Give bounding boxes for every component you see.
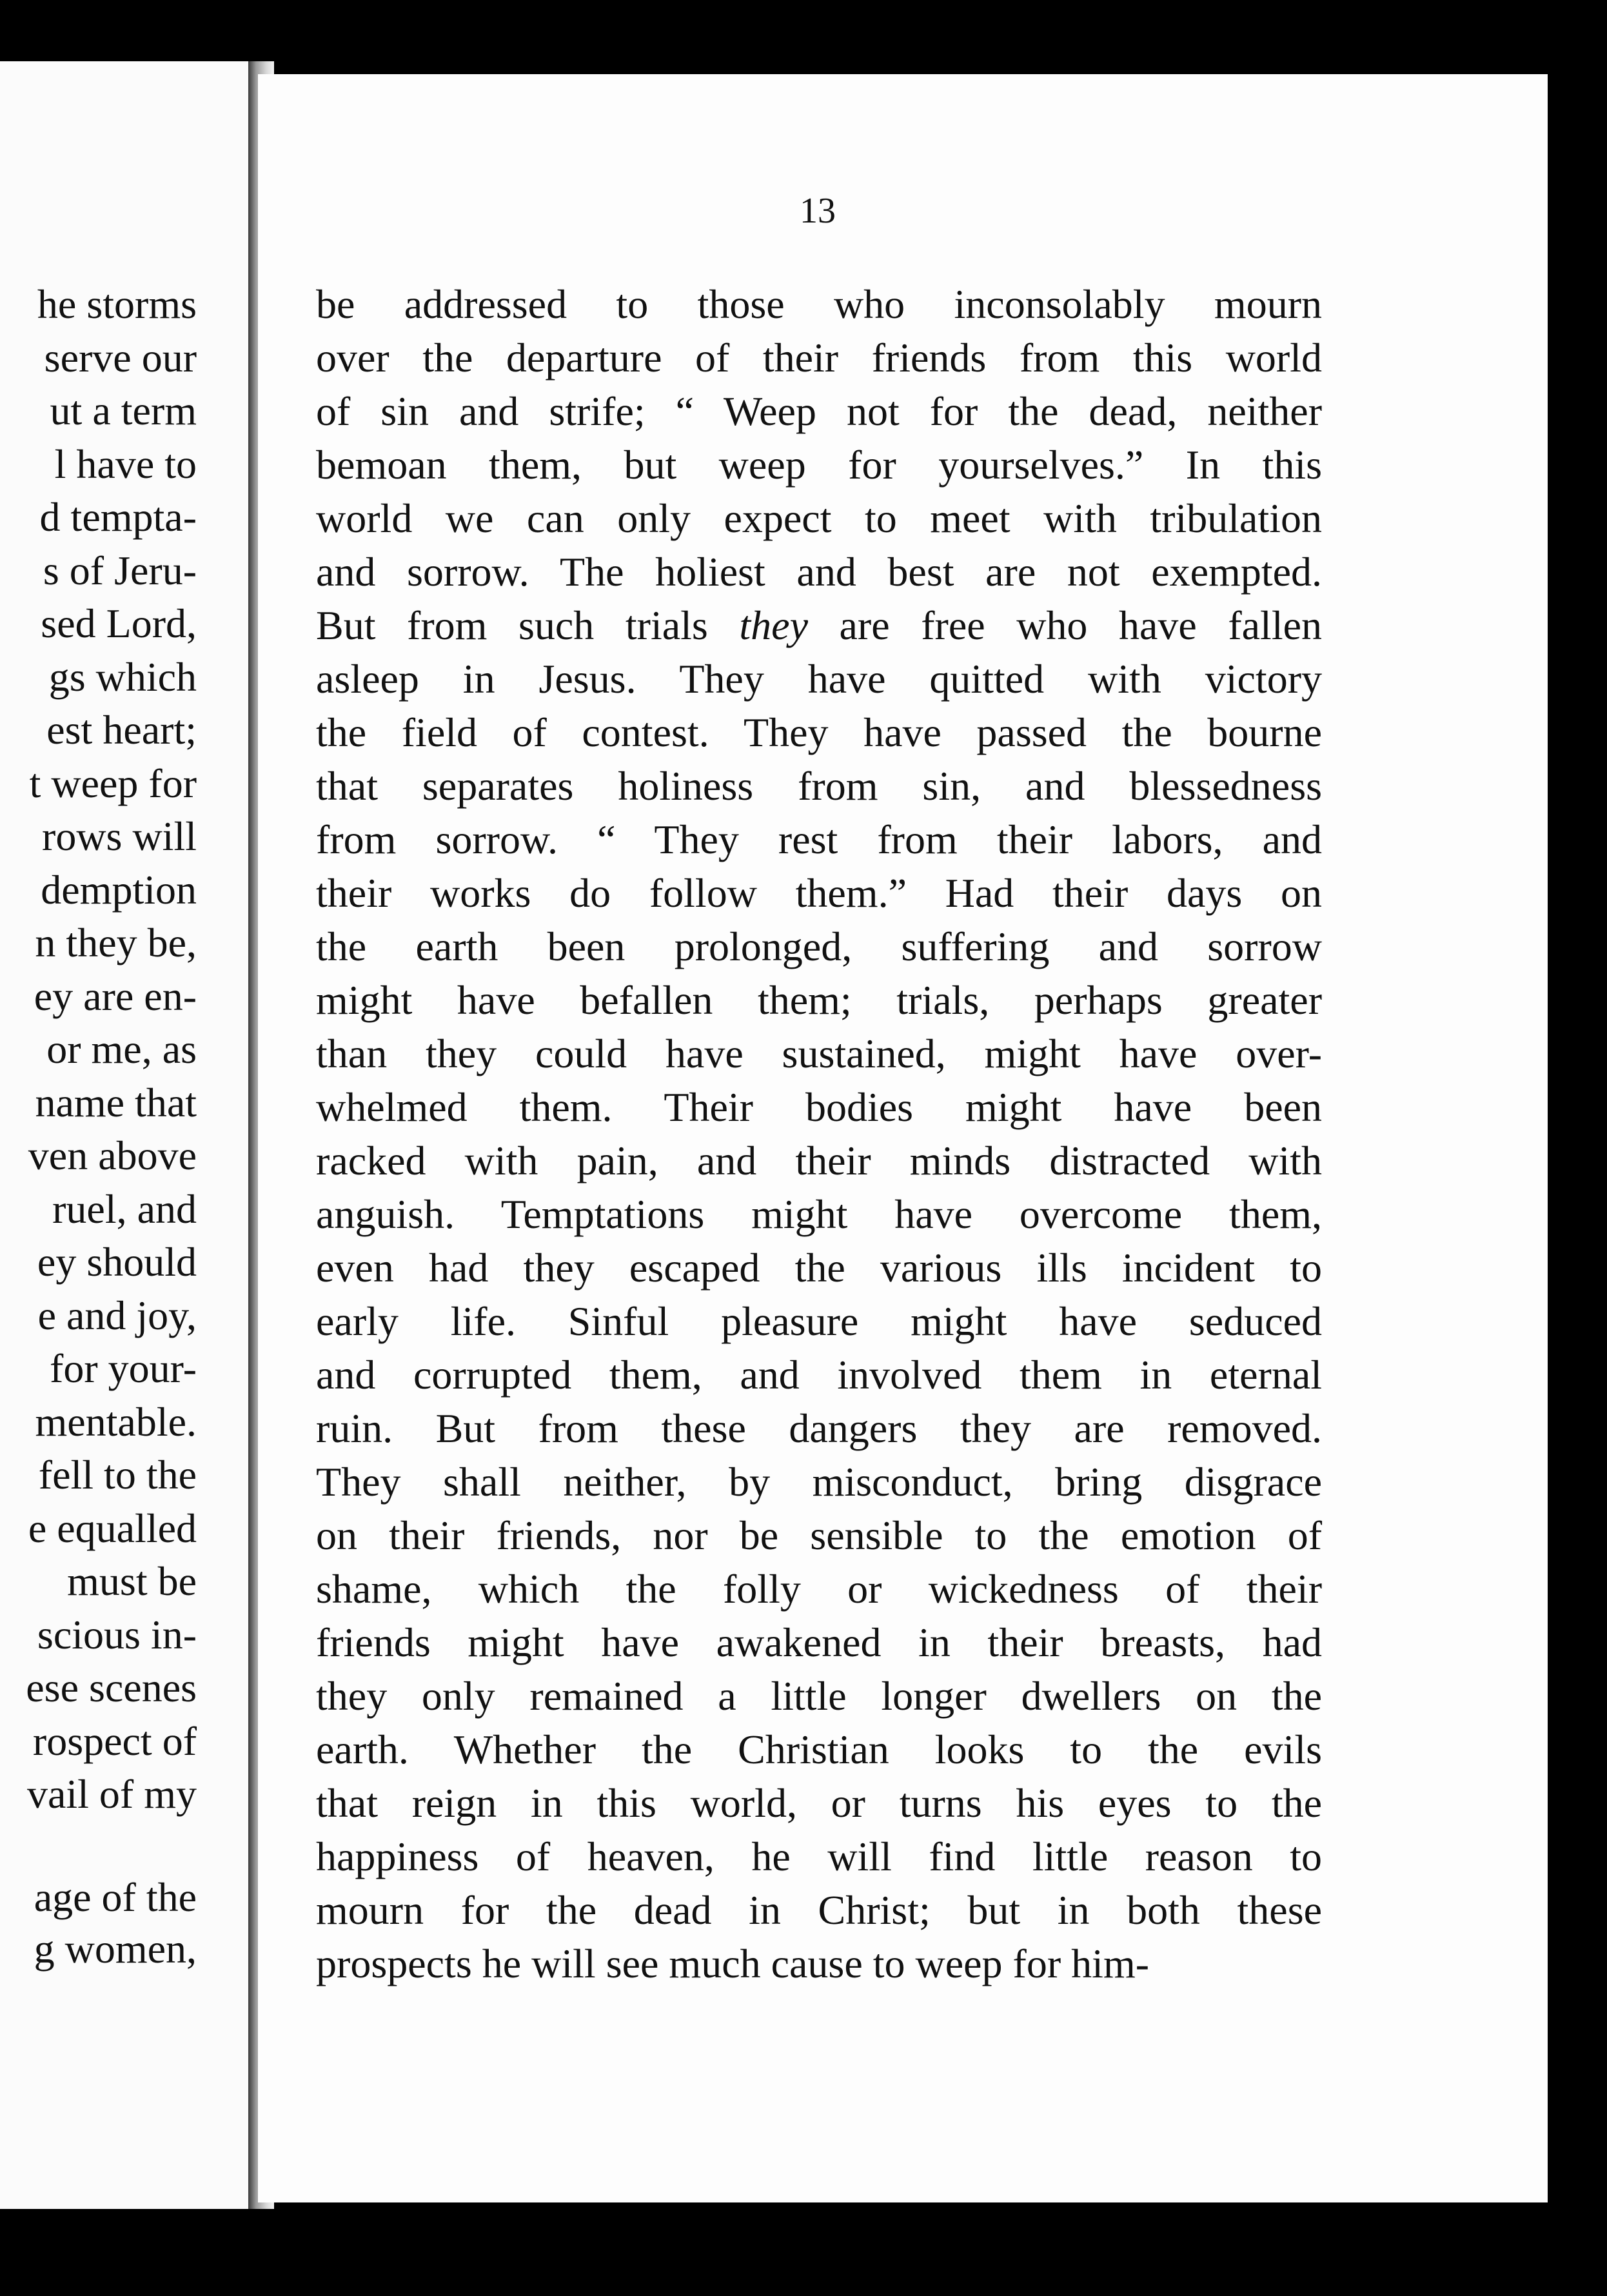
left-page-line: ven above [28, 1133, 197, 1178]
left-page-line: name that [35, 1079, 197, 1125]
left-page-line: vail of my [26, 1771, 197, 1817]
left-page-line: est heart; [46, 707, 197, 753]
right-page-line: ruin. But from these dangers they are removed. [316, 1405, 1322, 1451]
left-page-line: rows will [42, 813, 197, 859]
left-page-line: ey are en- [34, 973, 197, 1019]
left-page-line: d tempta- [39, 494, 197, 540]
right-page-line: world we can only expect to meet with tribulation [316, 495, 1322, 541]
left-page-line: t weep for [29, 760, 197, 806]
left-page-line: demption [41, 866, 197, 913]
right-page-line: They shall neither, by misconduct, bring disgrace [316, 1459, 1322, 1505]
left-page-line: ruel, and [52, 1185, 197, 1232]
left-page-line: g women, [34, 1926, 197, 1972]
right-page-line: of sin and strife; “ Weep not for the dead, neither [316, 388, 1322, 434]
right-page-line: asleep in Jesus. They have quitted with victory [316, 656, 1322, 702]
left-page-line: mentable. [35, 1398, 197, 1445]
left-page-line: sed Lord, [41, 600, 197, 646]
right-page-line: whelmed them. Their bodies might have been [316, 1084, 1322, 1130]
right-page-line: might have befallen them; trials, perhaps greater [316, 977, 1322, 1023]
right-page-line: on their friends, nor be sensible to the emotion of [316, 1512, 1322, 1558]
left-page-line: s of Jeru- [43, 547, 197, 593]
left-page-line: he storms [37, 281, 197, 327]
left-page-line: scious in- [37, 1611, 197, 1658]
right-page-line: and corrupted them, and involved them in eternal [316, 1352, 1322, 1398]
left-page-line: ese scenes [26, 1665, 197, 1710]
left-page-line: rospect of [32, 1717, 197, 1764]
right-page-line: that separates holiness from sin, and blessedness [316, 763, 1322, 809]
left-page-line: n they be, [35, 920, 197, 965]
right-page-line: they only remained a little longer dwellers on the [316, 1673, 1322, 1719]
right-page-line: than they could have sustained, might have over- [316, 1031, 1322, 1076]
left-page-line: e and joy, [37, 1292, 197, 1338]
right-page-line: that reign in this world, or turns his eyes to the [316, 1780, 1322, 1826]
right-page-line: anguish. Temptations might have overcome them, [316, 1191, 1322, 1237]
right-page-line: earth. Whether the Christian looks to the evils [316, 1727, 1322, 1772]
right-page-line: mourn for the dead in Christ; but in both these [316, 1887, 1322, 1933]
right-page-line: over the departure of their friends from this world [316, 335, 1322, 381]
left-page-line: ut a term [50, 388, 197, 433]
right-page-line: be addressed to those who inconsolably mourn [316, 281, 1322, 327]
left-page-line: ey should [37, 1239, 197, 1285]
left-page-line: or me, as [46, 1026, 197, 1072]
right-page-line: and sorrow. The holiest and best are not exempted. [316, 549, 1322, 595]
right-page-line: racked with pain, and their minds distracted with [316, 1138, 1322, 1183]
right-page-line: the field of contest. They have passed the bourne [316, 709, 1322, 755]
right-page-line: prospects he will see much cause to weep for him- [316, 1941, 1150, 1986]
left-page-line: must be [67, 1558, 197, 1604]
right-page-line: even had they escaped the various ills incident to [316, 1245, 1322, 1291]
right-page-line: friends might have awakened in their breasts, had [316, 1619, 1322, 1665]
left-page-line: l have to [54, 440, 197, 487]
left-page-line: e equalled [28, 1505, 197, 1551]
left-page-line: age of the [34, 1874, 197, 1920]
right-page-line: happiness of heaven, he will find little reason to [316, 1834, 1322, 1879]
left-page-line: serve our [44, 334, 197, 381]
page-number: 13 [800, 191, 836, 231]
right-page-line: from sorrow. “ They rest from their labors, and [316, 816, 1322, 862]
left-page-line: gs which [48, 653, 197, 700]
left-page-line: fell to the [38, 1452, 197, 1498]
right-page-line: bemoan them, but weep for yourselves.” In this [316, 442, 1322, 488]
right-page-line: shame, which the folly or wickedness of their [316, 1566, 1322, 1612]
right-page-line: their works do follow them.” Had their days on [316, 870, 1322, 916]
left-page-line: for your- [50, 1345, 197, 1391]
right-page-line: early life. Sinful pleasure might have seduced [316, 1298, 1322, 1344]
right-page-line: the earth been prolonged, suffering and sorrow [316, 924, 1322, 969]
right-page-line: But from such trials they are free who have fallen [316, 602, 1323, 648]
